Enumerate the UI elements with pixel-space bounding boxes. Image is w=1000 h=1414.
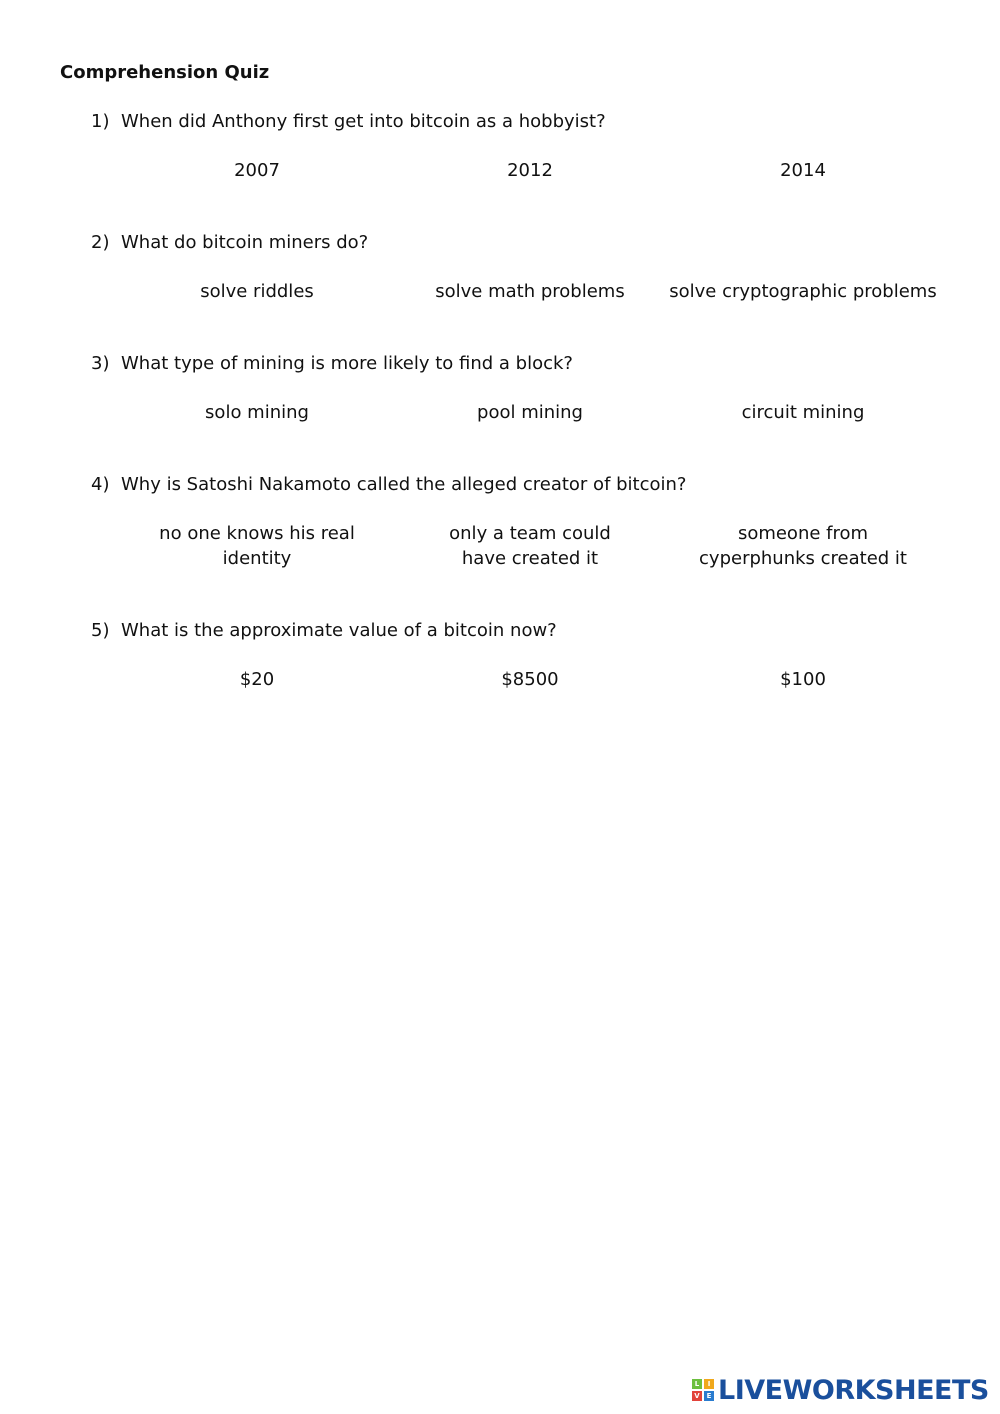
answer-option[interactable]: pool mining [477,402,583,423]
question-3 [91,352,971,450]
question-text: What do bitcoin miners do? [121,232,369,253]
answer-option[interactable]: $8500 [501,669,559,690]
answer-option[interactable]: $100 [780,669,826,690]
answer-option[interactable]: 2012 [507,160,553,181]
question-1 [91,110,971,208]
logo-mark-cell: V [692,1391,702,1401]
answer-option[interactable]: only a team could have created it [449,523,611,569]
question-2 [91,231,971,329]
logo-mark-cell: L [692,1379,702,1389]
question-number: 1) [91,111,110,132]
answer-options [91,667,971,717]
answer-option[interactable]: $20 [239,669,275,690]
question-4 [91,473,971,571]
question-text: When did Anthony first get into bitcoin as a hobbyist? [121,111,606,132]
logo-mark-cell: E [704,1391,714,1401]
answer-option[interactable]: solve cryptographic problems [669,281,937,302]
answer-option[interactable]: solo mining [205,402,309,423]
answer-option[interactable]: 2014 [780,160,826,181]
question-text: What is the approximate value of a bitcoin now? [121,620,557,641]
question-number: 5) [91,620,110,641]
answer-option[interactable]: 2007 [234,160,280,181]
question-5 [91,619,971,717]
answer-options [91,158,971,208]
answer-options [91,400,971,450]
answer-option[interactable]: someone from cyperphunks created it [699,523,907,569]
logo-text: LIVEWORKSHEETS [718,1374,989,1406]
answer-option[interactable]: circuit mining [741,402,865,423]
answer-options [91,521,971,571]
question-number: 2) [91,232,110,253]
liveworksheets-logo-icon [692,1379,714,1401]
question-number: 4) [91,474,110,495]
question-text: Why is Satoshi Nakamoto called the alleged creator of bitcoin? [121,474,687,495]
answer-options [91,279,971,329]
answer-option[interactable]: solve riddles [200,281,314,302]
question-text: What type of mining is more likely to find a block? [121,353,573,374]
liveworksheets-logo [692,1374,989,1406]
logo-mark-cell: I [704,1379,714,1389]
question-number: 3) [91,353,110,374]
page-title: Comprehension Quiz [60,62,270,83]
answer-option[interactable]: solve math problems [435,281,625,302]
answer-option[interactable]: no one knows his real identity [159,523,355,569]
